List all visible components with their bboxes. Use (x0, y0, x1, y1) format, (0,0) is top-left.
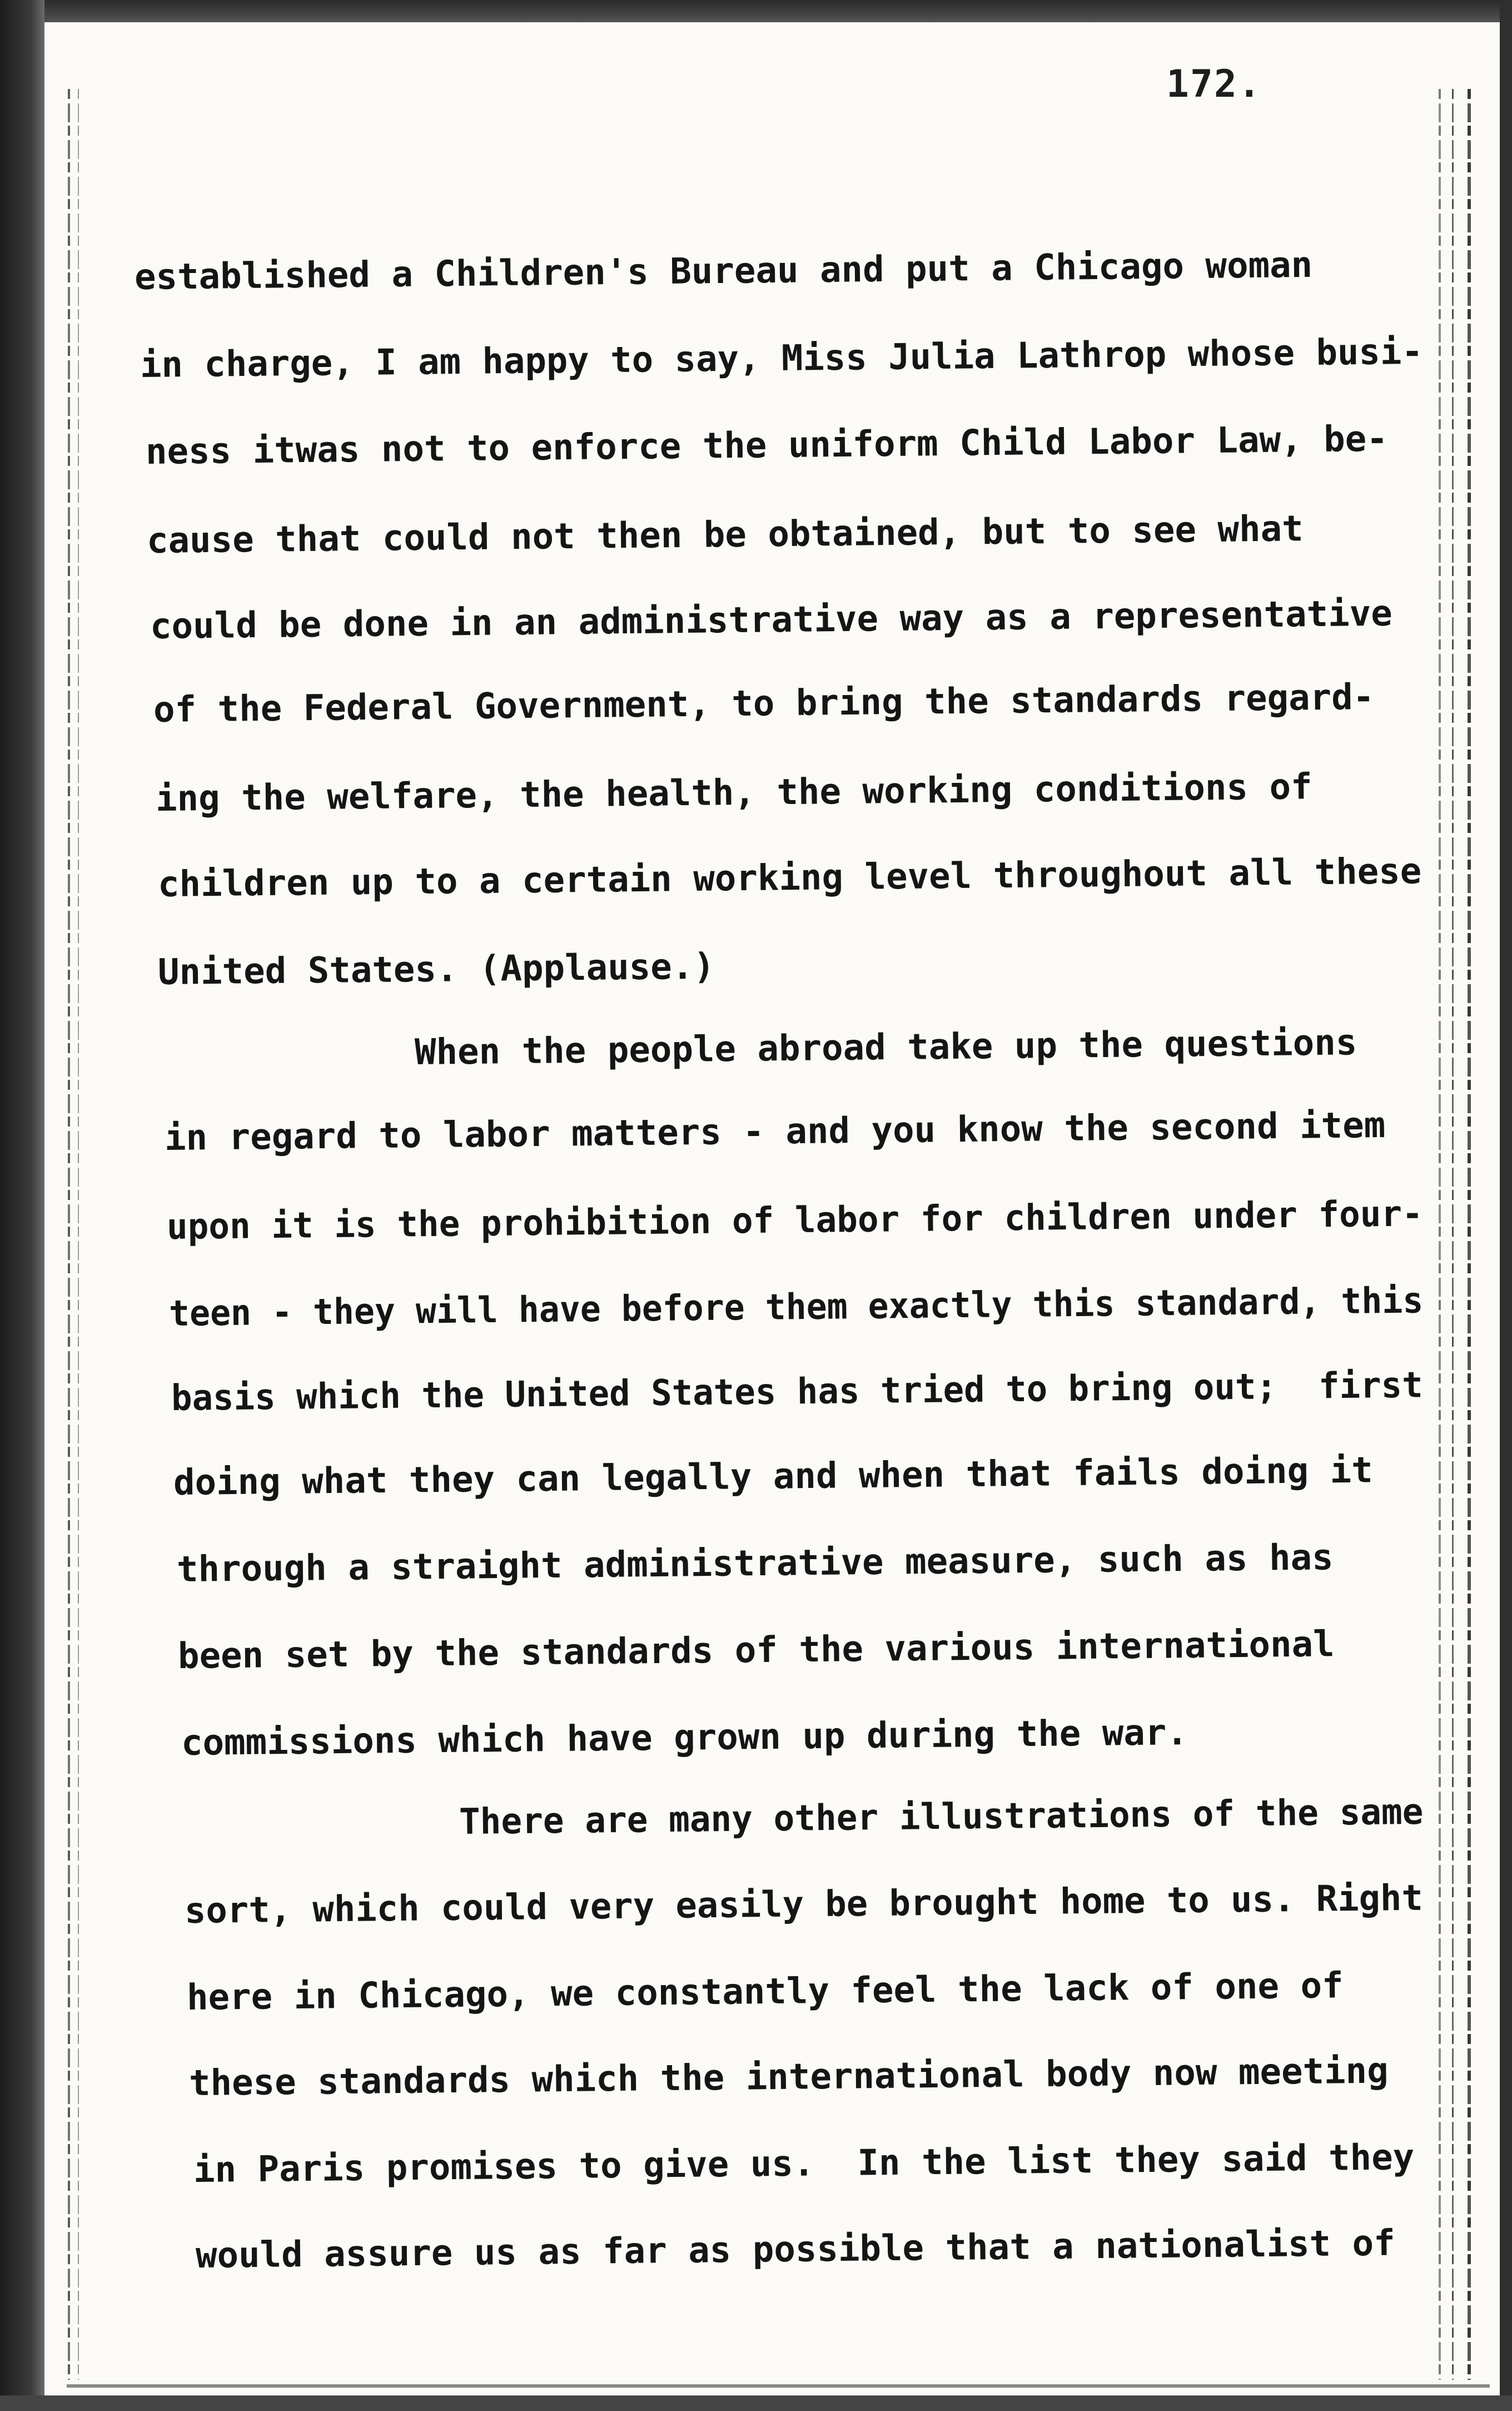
right-margin-rule-outer (1452, 89, 1454, 2380)
body-line: When the people abroad take up the questions (414, 1022, 1357, 1073)
body-line: commissions which have grown up during the war. (181, 1712, 1188, 1764)
body-line: of the Federal Government, to bring the standards regard- (153, 677, 1375, 731)
right-edge (1500, 0, 1512, 2411)
body-line: could be done in an administrative way as a representative (150, 593, 1393, 647)
bottom-margin-rule (67, 2384, 1490, 2388)
body-line: established a Children's Bureau and put a Chicago woman (134, 244, 1313, 298)
body-line: in Paris promises to give us. In the list they said they (193, 2137, 1415, 2191)
left-binding-edge (0, 0, 44, 2411)
body-line: United States. (Applause.) (157, 946, 715, 993)
left-margin-rule-inner (78, 89, 79, 2380)
right-margin-rule (1439, 89, 1441, 2380)
body-line: ing the welfare, the health, the working conditions of (155, 766, 1312, 820)
body-line: here in Chicago, we constantly feel the lack of one of (186, 1965, 1344, 2018)
body-line: teen - they will have before them exactly this standard, this (168, 1280, 1424, 1335)
body-line: been set by the standards of the various international (177, 1624, 1335, 1677)
body-line: cause that could not then be obtained, but to see what (146, 508, 1304, 562)
body-line: would assure us as far as possible that a nationalist of (195, 2223, 1396, 2276)
body-line: doing what they can legally and when that fails doing it (173, 1450, 1374, 1504)
body-line: ness itwas not to enforce the uniform Child Labor Law, be- (145, 418, 1389, 473)
body-line: upon it is the prohibition of labor for children under four- (166, 1193, 1424, 1248)
body-line: these standards which the international body now meeting (188, 2050, 1389, 2104)
body-line: basis which the United States has tried to bring out; first (171, 1365, 1424, 1419)
body-line: through a straight administrative measure, such as has (176, 1537, 1334, 1590)
body-line: in regard to labor matters - and you know the second item (164, 1105, 1386, 1159)
bottom-edge (0, 2395, 1512, 2411)
right-margin-rule-edge (1468, 89, 1471, 2380)
body-line: sort, which could very easily be brought home to us. Right (184, 1877, 1424, 1932)
body-line: children up to a certain working level throughout all these (157, 851, 1422, 905)
top-edge (0, 0, 1512, 23)
body-line: There are many other illustrations of the same (459, 1791, 1424, 1843)
page-number: 172. (1166, 62, 1262, 106)
body-line: in charge, I am happy to say, Miss Julia Lathrop whose busi- (140, 331, 1424, 386)
left-margin-rule (68, 89, 70, 2380)
